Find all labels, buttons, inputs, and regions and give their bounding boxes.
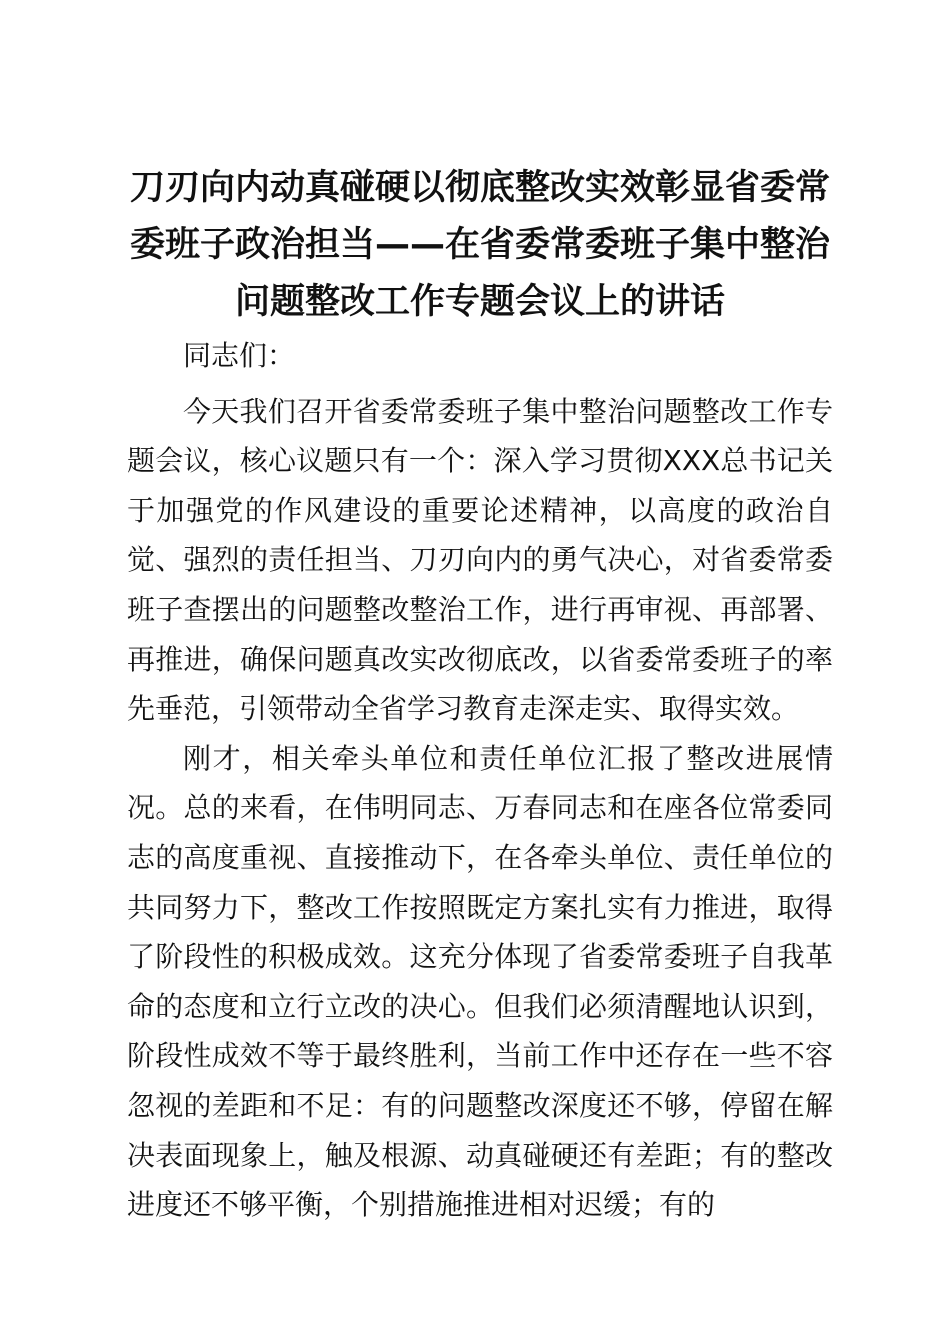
paragraph-2: 刚才，相关牵头单位和责任单位汇报了整改进展情况。总的来看，在伟明同志、万春同志和在座各位常委同志的高度重视、直接推动下，在各牵头单位、责任单位的共同努力下，整改工作按照既定方案扎实有力推进，取得了阶段性的积极成效。这充分体现了省委常委班子自我革命的态度和立行立改的决心。但我们必须清醒地认识到，阶段性成效不等于最终胜利，当前工作中还存在一些不容忽视的差距和不足：有的问题整改深度还不够，停留在解决表面现象上，触及根源、动真碰硬还有差距；有的整改进度还不够平衡，个别措施推进相对迟缓；有的 <box>127 741 833 1222</box>
greeting: 同志们： <box>183 339 296 372</box>
paragraph-1: 今天我们召开省委常委班子集中整治问题整改工作专题会议，核心议题只有一个：深入学习贯彻XXX总书记关于加强党的作风建设的重要论述精神，以高度的政治自觉、强烈的责任担当、刀刃向内的勇气决心，对省委常委班子查摆出的问题整改整治工作，进行再审视、再部署、再推进，确保问题真改实改彻底改，以省委常委班子的率先垂范，引领带动全省学习教育走深走实、取得实效。 <box>127 394 833 726</box>
document-page <box>127 160 833 1230</box>
document-title: 刀刃向内动真碰硬以彻底整改实效彰显省委常委班子政治担当——在省委常委班子集中整治问题整改工作专题会议上的讲话 <box>129 168 830 322</box>
